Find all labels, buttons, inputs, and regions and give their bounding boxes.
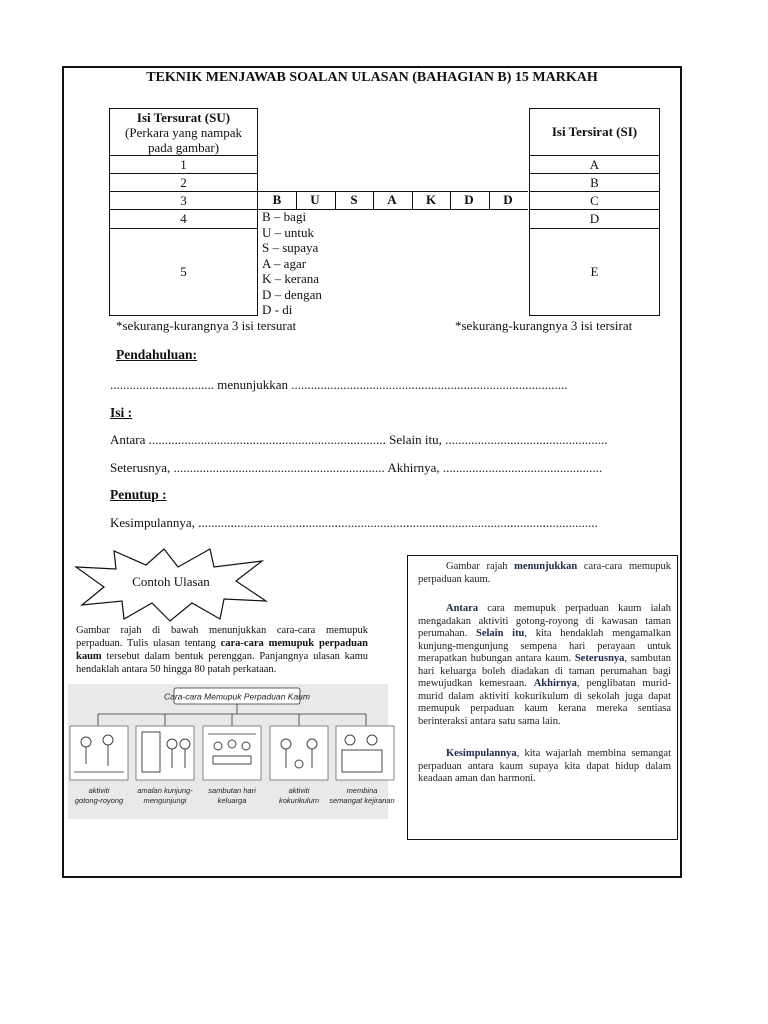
diagram-label-line2: mengunjungi: [143, 796, 187, 805]
diagram-label-line2: gotong-royong: [74, 796, 124, 805]
legend-item: B – bagi: [262, 209, 307, 224]
note-isi-tersirat: *sekurang-kurangnya 3 isi tersirat: [455, 318, 633, 333]
sample-keyword: Kesimpulannya: [446, 748, 517, 759]
sample-text: cara-cara memupuk perpaduan kaum.: [418, 561, 671, 585]
busakdd-strip: [258, 191, 528, 209]
penutup-line: Kesimpulannya, ...........................................................................................................................: [110, 515, 598, 530]
diagram-item-kunjung-mengunjungi: [136, 726, 194, 805]
sample-keyword: Selain itu: [476, 628, 525, 639]
su-header-title: Isi Tersurat (SU): [136, 110, 231, 125]
busakdd-letter-u: U: [310, 192, 320, 207]
sample-text: , sambutan hari keluarga boleh diadakan di taman perumahan bagi mewujudkan kemesraan.: [418, 653, 671, 689]
perpaduan-diagram: [68, 684, 395, 819]
su-header-sub2: pada gambar): [147, 140, 220, 155]
sample-text: Gambar rajah: [446, 561, 515, 572]
sample-paragraph-intro: [418, 561, 671, 586]
si-row-e: E: [529, 228, 660, 316]
sample-text: cara memupuk perpaduan kaum ialah mengadakan aktiviti gotong-royong di kawasan taman perumahan.: [418, 603, 671, 639]
su-row-5: 5: [109, 228, 258, 316]
intro-text-2: tersebut dalam bentuk perenggan. Panjangnya ulasan kamu hendaklah antara 50 hingga 80 patah perkataan.: [76, 651, 368, 675]
sample-keyword: Antara: [446, 603, 479, 614]
si-row-c: C: [529, 191, 660, 210]
diagram-label-line1: aktiviti: [88, 786, 110, 795]
si-row-d: D: [529, 209, 660, 229]
si-row-b: B: [529, 173, 660, 192]
legend-item: D – dengan: [262, 286, 322, 302]
isi-heading: Isi :: [110, 405, 133, 420]
diagram-label-line1: sambutan hari: [208, 786, 256, 795]
diagram-item-hari-keluarga: [203, 726, 261, 805]
isi-line-2: Seterusnya, ................................................................. Akhirnya, .................................................: [110, 460, 603, 475]
busakdd-letter-k: K: [425, 192, 437, 207]
sample-paragraph-conclusion: [418, 748, 671, 786]
sample-text: , kita hendaklah mengamalkan kunjung-mengunjung sempena hari perayaan untuk merapatkan hubungan antara kaum.: [418, 628, 671, 664]
si-row-a: A: [529, 155, 660, 174]
su-row-4: 4: [109, 209, 258, 229]
busakdd-letter-d2: D: [503, 192, 513, 207]
sample-paragraph-body: [418, 603, 671, 728]
si-header-cell: [529, 108, 660, 156]
sample-answer-text: [418, 561, 671, 786]
su-header-cell: [109, 108, 258, 156]
diagram-label-line1: membina: [346, 786, 378, 795]
su-row-2: 2: [109, 173, 258, 192]
contoh-ulasan-label: Contoh Ulasan: [132, 574, 210, 589]
sample-keyword: menunjukkan: [514, 561, 578, 572]
sample-text: , kita wajarlah membina semangat perpaduan antara kaum supaya kita dapat hidup dalam keadaan aman dan harmoni.: [418, 748, 671, 784]
intro-bold: cara-cara memupuk perpaduan kaum: [76, 638, 369, 662]
sample-text: , penglibatan murid-murid dalam aktiviti kokurikulum di sekolah juga dapat memupuk perpaduan kaum kerana mereka sentiasa berinteraksi antara satu sama lain.: [418, 678, 671, 727]
busakdd-letter-d1: D: [464, 192, 474, 207]
legend-item: S – supaya: [262, 240, 319, 255]
sample-answer-box: [407, 555, 678, 840]
sample-keyword: Seterusnya: [574, 653, 625, 664]
busakdd-letter-a: A: [387, 192, 397, 207]
diagram-label-line2: keluarga: [217, 796, 247, 805]
question-instructions: [76, 624, 368, 676]
busakdd-letter-s: S: [350, 192, 358, 207]
su-header-sub1: (Perkara yang nampak: [125, 125, 242, 140]
busakdd-legend: [262, 209, 322, 318]
su-row-1: 1: [109, 155, 258, 174]
legend-item: D - di: [262, 302, 293, 317]
note-isi-tersurat: *sekurang-kurangnya 3 isi tersurat: [116, 318, 297, 333]
legend-item: A – agar: [262, 255, 307, 271]
legend-item: K – kerana: [262, 271, 320, 286]
diagram-title: Cara-cara Memupuk Perpaduan Kaum: [164, 691, 310, 702]
si-header-title: Isi Tersirat (SI): [551, 124, 638, 139]
legend-item: U – untuk: [262, 224, 314, 240]
busakdd-letter-b: B: [272, 192, 282, 207]
penutup-heading: Penutup :: [110, 487, 167, 502]
page-title: TEKNIK MENJAWAB SOALAN ULASAN (BAHAGIAN B) 15 MARKAH: [146, 70, 598, 85]
pendahuluan-line: ................................ menunjukkan .....................................................................................: [110, 377, 568, 392]
isi-line-1: Antara ......................................................................... Selain itu, ..................................................: [110, 432, 608, 447]
diagram-label-line2: semangat kejiranan: [329, 796, 395, 805]
diagram-label-line2: kokurikulum: [278, 796, 320, 805]
sample-keyword: Akhirnya: [533, 678, 577, 689]
diagram-label-line1: amalan kunjung-: [137, 786, 193, 795]
su-row-3: 3: [109, 191, 258, 210]
pendahuluan-heading: Pendahuluan:: [116, 347, 198, 362]
diagram-label-line1: aktiviti: [288, 786, 310, 795]
intro-text-1: Gambar rajah di bawah menunjukkan cara-cara memupuk perpaduan. Tulis ulasan tentang: [76, 625, 368, 649]
